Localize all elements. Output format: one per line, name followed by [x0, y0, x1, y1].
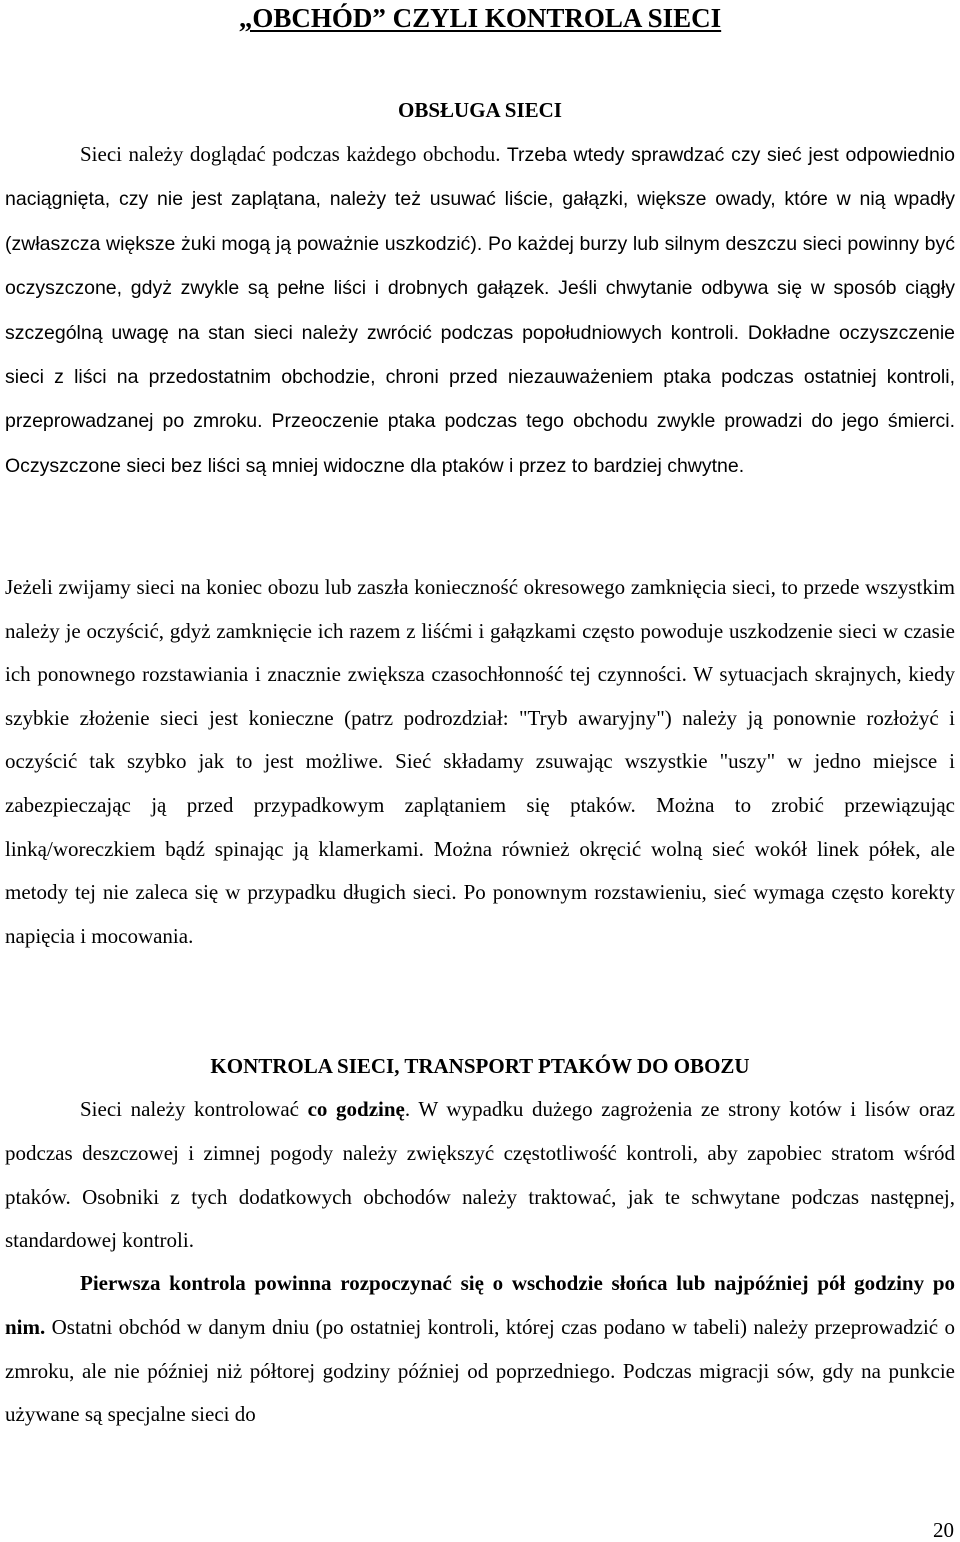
paragraph-sentence: Trzeba wtedy sprawdzać czy sieć jest odpowiednio naciągnięta, czy nie jest zaplątana, należy też usuwać liście, gałązki, większe owady, które w nią wpadły (zwłaszcza większe żuki mogą ją poważnie uszkodzić). Po każdej burzy lub silnym deszczu sieci powinny być oczyszczone, gdyż zwykle są pełne liści i drobnych gałązek. [5, 144, 955, 300]
emphasis-text: Pierwsza kontrola powinna rozpoczynać się o wschodzie słońca lub najpóźniej pół godziny po nim. [5, 1271, 955, 1339]
paragraph-sentence: Przeoczenie ptaka podczas tego obchodu zwykle prowadzi do jego śmierci. Oczyszczone sieci bez liści są mniej widoczne dla ptaków i przez to bardziej chwytne. [5, 410, 955, 477]
page-title-text: „OBCHÓD” CZYLI KONTROLA SIECI [238, 3, 722, 33]
paragraph-text: Ostatni obchód w danym dniu (po ostatniej kontroli, której czas podano w tabeli) należy przeprowadzić o zmroku, ale nie później niż półtorej godziny później od poprzedniego. Podczas migracji sów, gdy na punkcie używane są specjalne sieci do [5, 1314, 955, 1427]
paragraph-text: Sieci należy kontrolować [80, 1097, 308, 1121]
paragraph-sentence: Dokładne oczyszczenie sieci z liści na przedostatnim obchodzie, chroni przed niezauważeniem ptaka podczas ostatniej kontroli, przeprowadzanej po zmroku. [5, 321, 956, 433]
paragraph-sentence: Sieci należy doglądać podczas każdego obchodu. [80, 142, 501, 166]
section-heading-net-handling: OBSŁUGA SIECI [398, 98, 562, 122]
section-heading-net-control: KONTROLA SIECI, TRANSPORT PTAKÓW DO OBOZU [210, 1054, 750, 1078]
paragraph-control-frequency [5, 1088, 955, 1263]
emphasis-text: co godzinę [307, 1097, 405, 1121]
paragraph-sentence: Jeśli chwytanie odbywa się w sposób ciągły szczególną uwagę na stan sieci należy zwrócić podczas popołudniowych kontroli. [5, 277, 955, 344]
paragraph-net-folding: Jeżeli zwijamy sieci na koniec obozu lub zaszła konieczność okresowego zamknięcia sieci, to przede wszystkim należy je oczyścić, gdyż zamknięcie ich razem z liśćmi i gałązkami często powoduje uszkodzenie sieci w czasie ich ponownego rozstawiania i znacznie zwiększa czasochłonność tej czynności. W sytuacjach skrajnych, kiedy szybkie złożenie sieci jest konieczne (patrz podrozdział: "Tryb awaryjny") należy ją ponownie rozłożyć i oczyścić tak szybko jak to jest możliwe. Sieć składamy zsuwając wszystkie "uszy" w jedno miejsce i zabezpieczając ją przed przypadkowym zaplątaniem się ptaków. Można to zrobić przewiązując linką/woreczkiem bądź spinając ją klamerkami. Można również okręcić wolną sieć wokół linek półek, ale metody tej nie zaleca się w przypadku długich sieci. Po ponownym rozstawieniu, sieć wymaga często korekty napięcia i mocowania. [5, 575, 955, 948]
paragraph-net-inspection [5, 133, 955, 488]
paragraph-text: . W wypadku dużego zagrożenia ze strony kotów i lisów oraz podczas deszczowej i zimnej pogody należy zwiększyć częstotliwość kontroli, aby zapobiec stratom wśród ptaków. Osobniki z tych dodatkowych obchodów należy traktować, jak te schwytane podczas następnej, standardowej kontroli. [5, 1097, 956, 1253]
page-title [0, 2, 960, 34]
page-number: 20 [933, 1518, 954, 1542]
paragraph-first-control [5, 1262, 955, 1437]
